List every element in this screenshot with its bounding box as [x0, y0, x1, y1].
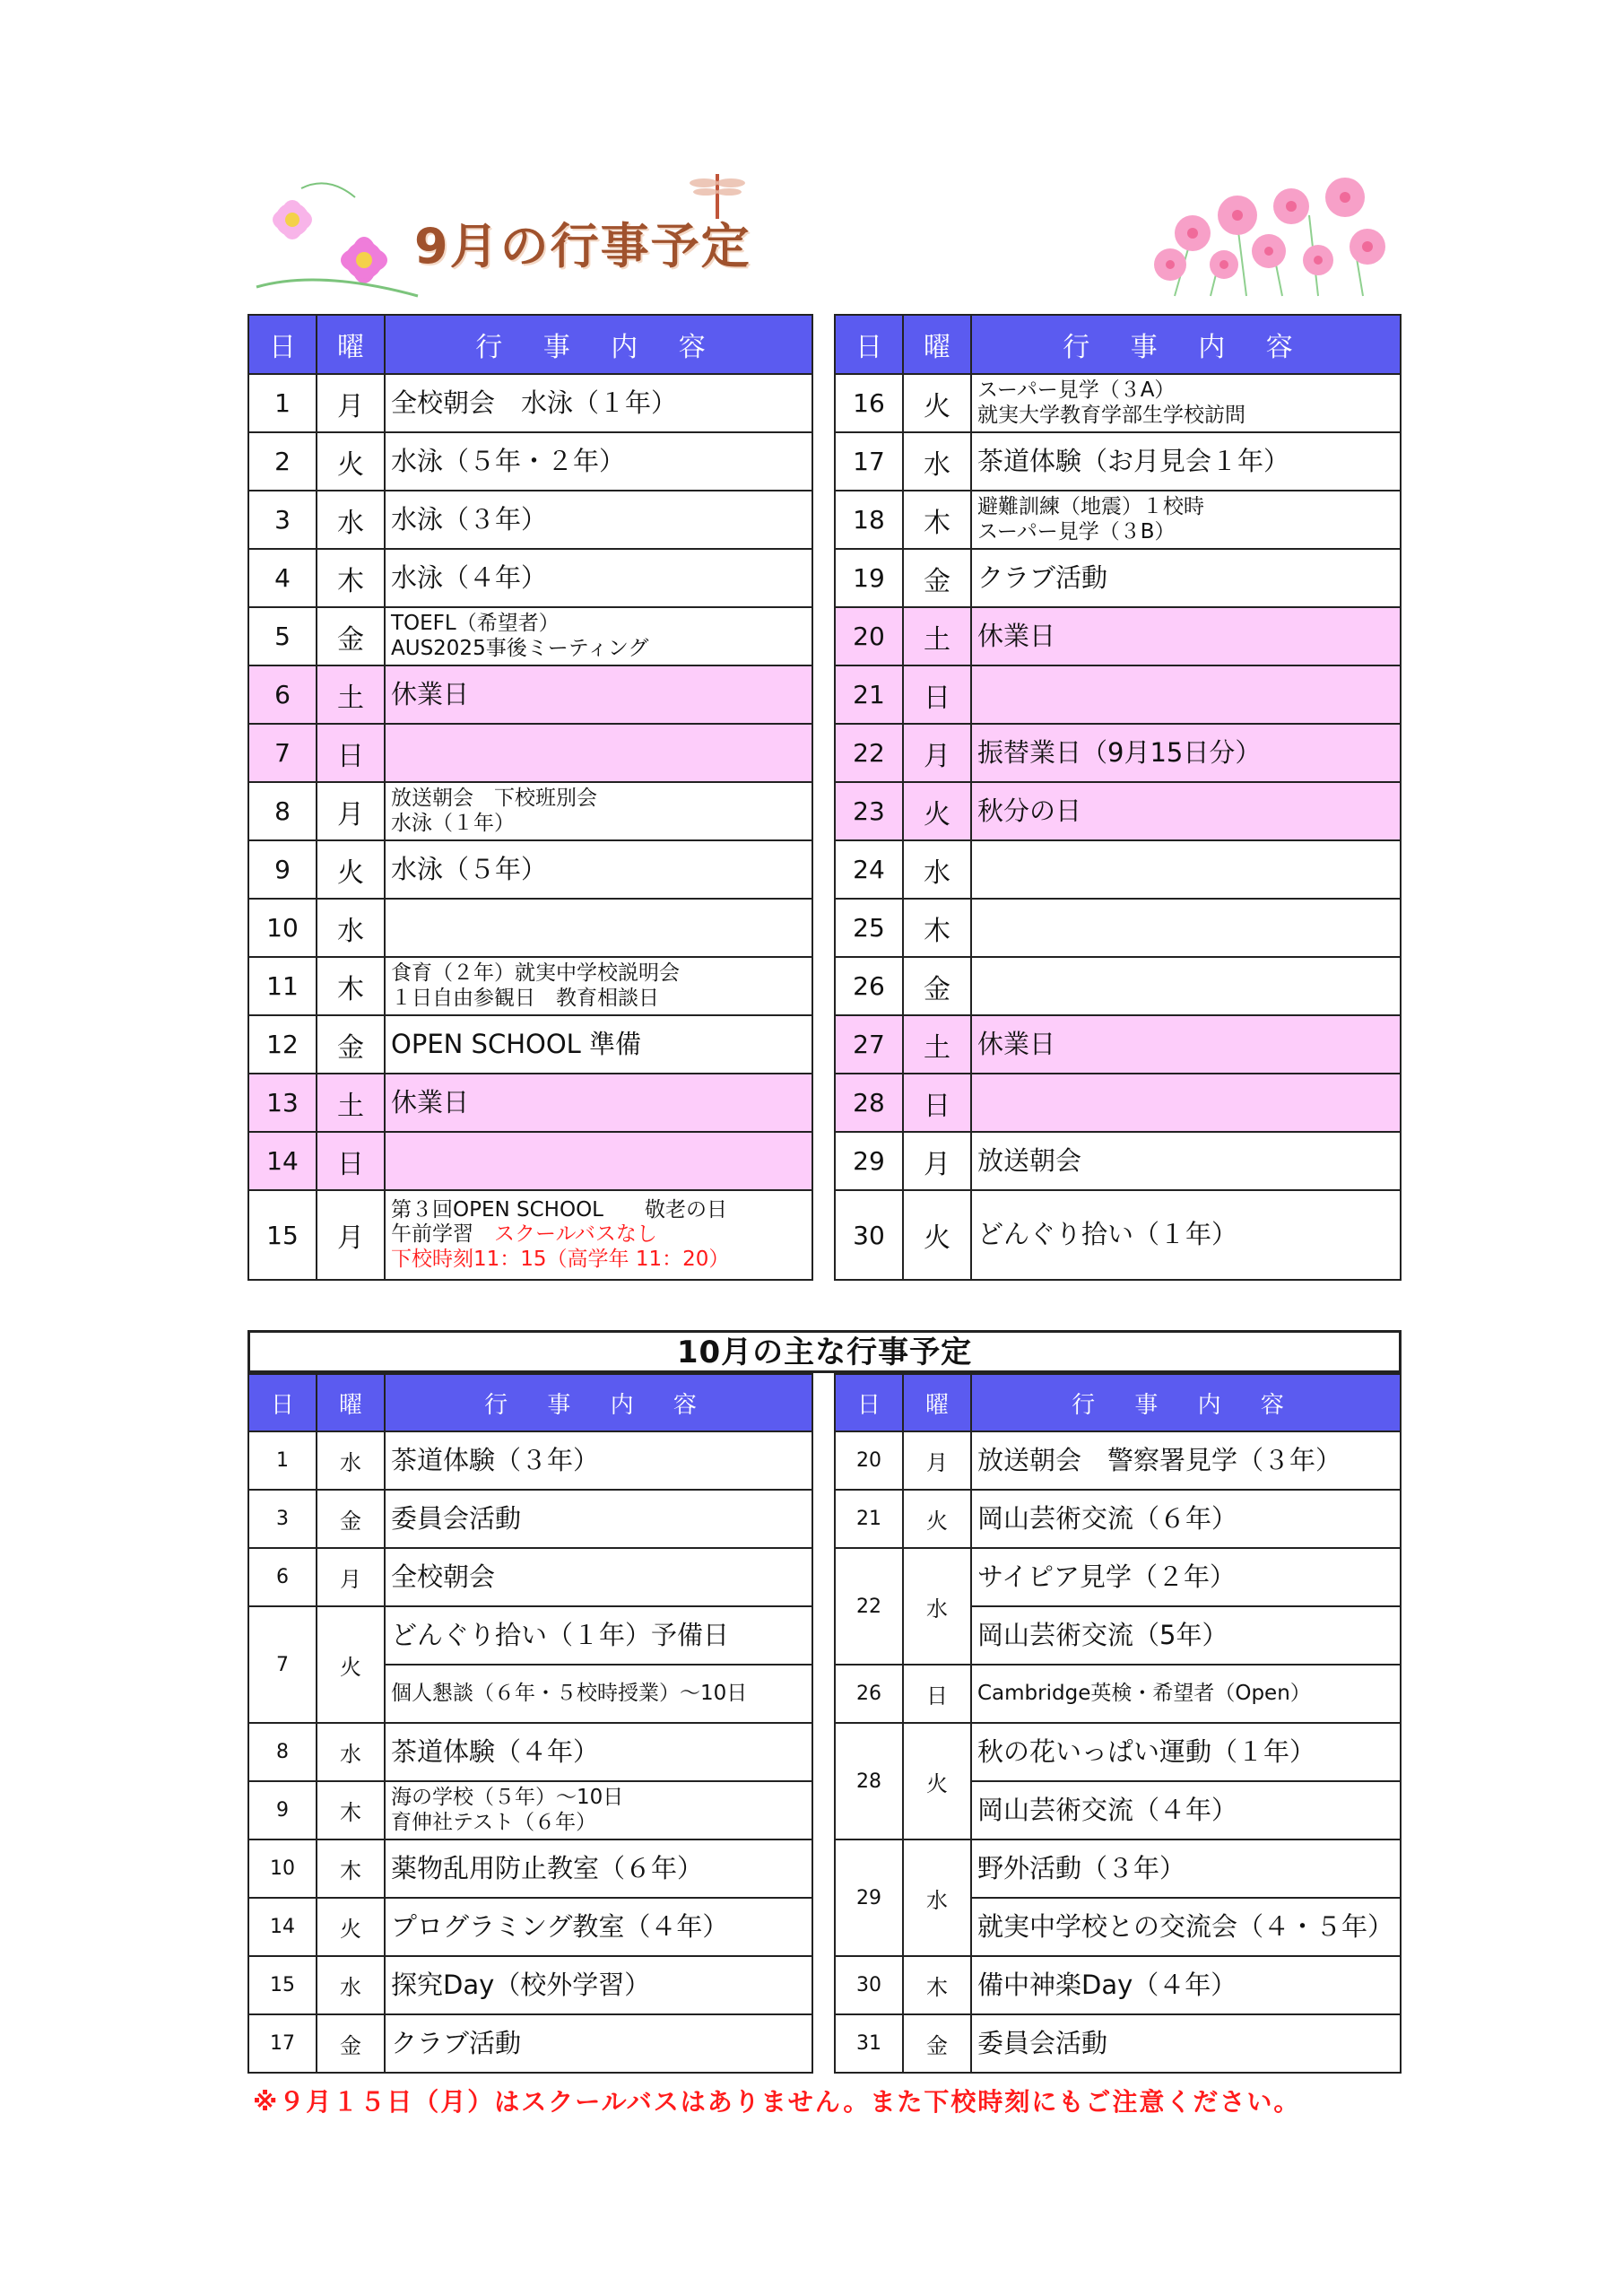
day-cell: 23	[835, 782, 903, 840]
day-cell: 17	[248, 2014, 317, 2073]
weekday-cell: 金	[317, 1490, 385, 1548]
day-cell: 6	[248, 665, 317, 724]
table-row	[248, 1839, 812, 1898]
header-day: 日	[248, 1374, 317, 1431]
weekday-cell: 月	[317, 1548, 385, 1606]
day-cell: 13	[248, 1074, 317, 1132]
event-cell	[971, 432, 1401, 491]
day-cell: 25	[835, 899, 903, 957]
event-line: 茶道体験（お月見会１年）	[977, 445, 1290, 476]
weekday-cell: 月	[317, 782, 385, 840]
day-cell: 3	[248, 491, 317, 549]
event-cell	[385, 549, 812, 607]
weekday-cell: 土	[317, 1074, 385, 1132]
day-cell: 14	[248, 1898, 317, 1956]
weekday-cell: 金	[903, 549, 971, 607]
day-cell: 12	[248, 1015, 317, 1074]
event-line: 放送朝会	[977, 1144, 1082, 1176]
table-header-row	[835, 1374, 1401, 1431]
day-cell: 1	[248, 374, 317, 432]
table-row	[835, 549, 1401, 607]
day-cell: 26	[835, 957, 903, 1015]
day-cell: 22	[835, 1548, 903, 1665]
weekday-cell: 水	[317, 1431, 385, 1490]
event-cell	[971, 724, 1401, 782]
event-cell	[971, 1898, 1401, 1956]
table-row	[248, 1723, 812, 1781]
table-row	[248, 1431, 812, 1490]
header-content: 行 事 内 容	[385, 315, 812, 374]
table-row	[248, 1490, 812, 1548]
weekday-cell: 木	[903, 899, 971, 957]
table-row	[835, 840, 1401, 899]
table-row	[248, 1606, 812, 1665]
table-row	[248, 432, 812, 491]
day-cell: 17	[835, 432, 903, 491]
table-row	[835, 374, 1401, 432]
event-line: AUS2025事後ミーティング	[391, 636, 649, 660]
weekday-cell: 日	[903, 665, 971, 724]
weekday-cell: 月	[317, 374, 385, 432]
event-line: 午前学習 スクールバスなし	[391, 1222, 657, 1247]
day-cell: 26	[835, 1665, 903, 1723]
event-cell	[385, 1490, 812, 1548]
header-weekday: 曜	[317, 1374, 385, 1431]
weekday-cell: 火	[903, 1190, 971, 1280]
event-cell	[385, 665, 812, 724]
day-cell: 7	[248, 724, 317, 782]
weekday-cell: 火	[317, 1606, 385, 1723]
event-cell	[385, 374, 812, 432]
event-line: 水泳（５年）	[391, 853, 548, 884]
day-cell: 21	[835, 1490, 903, 1548]
day-cell: 24	[835, 840, 903, 899]
event-line: １日自由参観日 教育相談日	[391, 986, 659, 1010]
day-cell: 15	[248, 1190, 317, 1280]
day-cell: 11	[248, 957, 317, 1015]
event-line: 備中神楽Day（４年）	[977, 1969, 1237, 2000]
table-row	[248, 1132, 812, 1190]
event-cell	[971, 957, 1401, 1015]
event-line: 育伸社テスト（６年）	[391, 1810, 597, 1834]
event-line: 休業日	[977, 1028, 1056, 1059]
weekday-cell: 木	[317, 957, 385, 1015]
event-line: 薬物乱用防止教室（６年）	[391, 1852, 704, 1883]
table-header-row	[248, 315, 812, 374]
event-line: 茶道体験（４年）	[391, 1735, 600, 1767]
event-line: 休業日	[391, 678, 470, 709]
event-cell	[971, 1665, 1401, 1723]
event-cell	[385, 1431, 812, 1490]
weekday-cell: 日	[317, 1132, 385, 1190]
event-line: 秋分の日	[977, 795, 1082, 826]
event-line: 放送朝会 警察署見学（３年）	[977, 1444, 1342, 1475]
event-cell	[385, 1665, 812, 1723]
table-row	[835, 1431, 1401, 1490]
table-row	[248, 1190, 812, 1280]
table-row	[248, 899, 812, 957]
event-line: スーパー見学（３B）	[977, 519, 1176, 544]
event-cell	[385, 782, 812, 840]
day-cell: 2	[248, 432, 317, 491]
table-row	[248, 1781, 812, 1839]
event-line: 探究Day（校外学習）	[391, 1969, 651, 2000]
weekday-cell: 土	[903, 607, 971, 665]
event-cell	[971, 1132, 1401, 1190]
table-row	[835, 899, 1401, 957]
event-cell	[385, 1015, 812, 1074]
header-weekday: 曜	[903, 315, 971, 374]
table-row	[248, 782, 812, 840]
event-cell	[385, 432, 812, 491]
event-line: 放送朝会 下校班別会	[391, 786, 597, 810]
event-line: 秋の花いっぱい運動（１年）	[977, 1735, 1316, 1767]
day-cell: 4	[248, 549, 317, 607]
day-cell: 27	[835, 1015, 903, 1074]
weekday-cell: 水	[903, 840, 971, 899]
day-cell: 28	[835, 1074, 903, 1132]
table-row	[835, 1956, 1401, 2014]
weekday-cell: 火	[903, 374, 971, 432]
event-cell	[971, 549, 1401, 607]
header-content: 行 事 内 容	[971, 1374, 1401, 1431]
weekday-cell: 木	[903, 491, 971, 549]
header-content: 行 事 内 容	[385, 1374, 812, 1431]
event-cell	[385, 1074, 812, 1132]
weekday-cell: 水	[317, 1723, 385, 1781]
table-row	[835, 1839, 1401, 1898]
event-cell	[971, 2014, 1401, 2073]
table-row	[835, 1132, 1401, 1190]
event-line: サイピア見学（２年）	[977, 1561, 1236, 1592]
table-row	[248, 665, 812, 724]
event-cell	[385, 1606, 812, 1665]
event-line: 岡山芸術交流（６年）	[977, 1502, 1238, 1534]
event-line: 水泳（３年）	[391, 503, 548, 535]
event-cell	[971, 665, 1401, 724]
weekday-cell: 火	[903, 782, 971, 840]
event-line: 全校朝会 水泳（１年）	[391, 387, 678, 418]
table-row	[248, 1956, 812, 2014]
weekday-cell: 火	[903, 1723, 971, 1839]
event-line: 水泳（１年）	[391, 811, 515, 835]
event-cell	[971, 607, 1401, 665]
event-cell	[971, 1548, 1401, 1606]
weekday-cell: 木	[317, 1839, 385, 1898]
header-day: 日	[835, 315, 903, 374]
table-row	[248, 724, 812, 782]
header-day: 日	[248, 315, 317, 374]
cosmos-flowers-right-decoration	[1139, 161, 1399, 305]
day-cell: 28	[835, 1723, 903, 1839]
weekday-cell: 金	[317, 1015, 385, 1074]
header-content: 行 事 内 容	[971, 315, 1401, 374]
event-cell	[971, 1723, 1401, 1781]
table-row	[835, 2014, 1401, 2073]
weekday-cell: 金	[317, 2014, 385, 2073]
day-cell: 7	[248, 1606, 317, 1723]
weekday-cell: 日	[903, 1665, 971, 1723]
september-table-left	[247, 314, 813, 1281]
weekday-cell: 木	[317, 549, 385, 607]
weekday-cell: 金	[317, 607, 385, 665]
event-cell	[385, 1781, 812, 1839]
table-row	[248, 2014, 812, 2073]
table-row	[835, 1723, 1401, 1781]
weekday-cell: 日	[317, 724, 385, 782]
table-row	[248, 840, 812, 899]
event-line: 就実中学校との交流会（４・５年）	[977, 1910, 1394, 1942]
event-line: 就実大学教育学部生学校訪問	[977, 403, 1245, 427]
event-cell	[971, 782, 1401, 840]
event-cell	[385, 2014, 812, 2073]
day-cell: 6	[248, 1548, 317, 1606]
weekday-cell: 水	[903, 432, 971, 491]
event-cell	[971, 1781, 1401, 1839]
table-row	[835, 665, 1401, 724]
weekday-cell: 木	[317, 1781, 385, 1839]
event-cell	[385, 1190, 812, 1280]
event-line: 茶道体験（３年）	[391, 1444, 600, 1475]
school-bus-note: ※９月１５日（月）はスクールバスはありません。また下校時刻にもご注意ください。	[253, 2087, 1301, 2117]
table-row	[248, 549, 812, 607]
day-cell: 20	[835, 607, 903, 665]
table-row	[835, 1190, 1401, 1280]
header-weekday: 曜	[903, 1374, 971, 1431]
day-cell: 8	[248, 1723, 317, 1781]
weekday-cell: 水	[317, 1956, 385, 2014]
event-cell	[971, 1956, 1401, 2014]
table-row	[835, 1074, 1401, 1132]
event-cell	[385, 1723, 812, 1781]
event-line: 野外活動（３年）	[977, 1852, 1186, 1883]
table-row	[835, 607, 1401, 665]
day-cell: 30	[835, 1956, 903, 2014]
table-row	[248, 491, 812, 549]
weekday-cell: 月	[903, 1132, 971, 1190]
table-header-row	[248, 1374, 812, 1431]
weekday-cell: 月	[317, 1190, 385, 1280]
event-cell	[971, 840, 1401, 899]
event-line: 振替業日（9月15日分）	[977, 736, 1262, 768]
event-line: 個人懇談（６年・５校時授業）～10日	[391, 1681, 748, 1705]
event-line: 休業日	[391, 1086, 470, 1118]
event-line: 委員会活動	[391, 1502, 522, 1534]
day-cell: 30	[835, 1190, 903, 1280]
cosmos-flower-left-decoration	[247, 170, 427, 305]
weekday-cell: 金	[903, 2014, 971, 2073]
event-cell	[385, 840, 812, 899]
no-school-bus-text: スクールバスなし	[494, 1222, 657, 1247]
event-cell	[971, 491, 1401, 549]
table-header-row	[835, 315, 1401, 374]
event-line: OPEN SCHOOL 準備	[391, 1028, 642, 1059]
table-row	[835, 1665, 1401, 1723]
table-row	[248, 1548, 812, 1606]
table-row	[835, 432, 1401, 491]
event-line: 岡山芸術交流（5年）	[977, 1619, 1228, 1650]
weekday-cell: 土	[317, 665, 385, 724]
event-line: 水泳（４年）	[391, 561, 548, 593]
event-cell	[971, 1074, 1401, 1132]
event-cell	[971, 1839, 1401, 1898]
weekday-cell: 日	[903, 1074, 971, 1132]
event-line: 全校朝会	[391, 1561, 496, 1592]
event-cell	[385, 899, 812, 957]
event-line: 休業日	[977, 620, 1056, 651]
event-cell	[385, 491, 812, 549]
weekday-cell: 火	[317, 840, 385, 899]
october-table-right	[834, 1373, 1402, 2074]
table-row	[248, 607, 812, 665]
weekday-cell: 月	[903, 724, 971, 782]
weekday-cell: 金	[903, 957, 971, 1015]
event-cell	[385, 1132, 812, 1190]
weekday-cell: 火	[317, 1898, 385, 1956]
event-cell	[385, 1839, 812, 1898]
event-cell	[385, 1548, 812, 1606]
event-line: クラブ活動	[977, 561, 1108, 593]
table-row	[835, 491, 1401, 549]
event-line: 避難訓練（地震）１校時	[977, 494, 1204, 518]
event-cell	[385, 607, 812, 665]
event-line: スーパー見学（３A）	[977, 378, 1176, 402]
header-day: 日	[835, 1374, 903, 1431]
event-line: 第３回OPEN SCHOOL 敬老の日	[391, 1197, 727, 1222]
day-cell: 31	[835, 2014, 903, 2073]
september-table-right	[834, 314, 1402, 1281]
event-line: 水泳（５年・２年）	[391, 445, 626, 476]
event-cell	[385, 1956, 812, 2014]
table-row	[248, 1898, 812, 1956]
table-row	[248, 1015, 812, 1074]
event-cell	[971, 899, 1401, 957]
event-cell	[971, 1190, 1401, 1280]
day-cell: 15	[248, 1956, 317, 2014]
weekday-cell: 水	[317, 491, 385, 549]
event-line: クラブ活動	[391, 2027, 522, 2058]
day-cell: 9	[248, 840, 317, 899]
event-cell	[385, 724, 812, 782]
weekday-cell: 火	[903, 1490, 971, 1548]
event-line: どんぐり拾い（１年）予備日	[391, 1619, 730, 1650]
weekday-cell: 水	[317, 899, 385, 957]
table-row	[835, 1548, 1401, 1606]
table-row	[248, 957, 812, 1015]
event-line: 食育（２年）就実中学校説明会	[391, 961, 680, 985]
day-cell: 29	[835, 1839, 903, 1956]
day-cell: 8	[248, 782, 317, 840]
event-cell	[971, 1015, 1401, 1074]
day-cell: 10	[248, 899, 317, 957]
day-cell: 18	[835, 491, 903, 549]
table-row	[835, 724, 1401, 782]
weekday-cell: 火	[317, 432, 385, 491]
event-cell	[971, 1431, 1401, 1490]
table-row	[835, 1490, 1401, 1548]
event-cell	[971, 1606, 1401, 1665]
event-cell	[385, 957, 812, 1015]
event-line: プログラミング教室（４年）	[391, 1910, 729, 1942]
weekday-cell: 木	[903, 1956, 971, 2014]
weekday-cell: 水	[903, 1839, 971, 1956]
table-row	[835, 1015, 1401, 1074]
day-cell: 22	[835, 724, 903, 782]
event-line: Cambridge英検・希望者（Open）	[977, 1681, 1311, 1705]
header-weekday: 曜	[317, 315, 385, 374]
event-line: 下校時刻11：15（高学年 11：20）	[391, 1247, 730, 1271]
weekday-cell: 水	[903, 1548, 971, 1665]
day-cell: 5	[248, 607, 317, 665]
day-cell: 16	[835, 374, 903, 432]
event-line: 委員会活動	[977, 2027, 1108, 2058]
day-cell: 10	[248, 1839, 317, 1898]
day-cell: 21	[835, 665, 903, 724]
day-cell: 20	[835, 1431, 903, 1490]
event-cell	[971, 1490, 1401, 1548]
october-table-left	[247, 1373, 813, 2074]
event-line: TOEFL（希望者）	[391, 611, 560, 635]
day-cell: 19	[835, 549, 903, 607]
event-line: どんぐり拾い（１年）	[977, 1219, 1238, 1250]
table-row	[835, 957, 1401, 1015]
day-cell: 3	[248, 1490, 317, 1548]
event-cell	[971, 374, 1401, 432]
event-cell	[385, 1898, 812, 1956]
event-line: 海の学校（５年）～10日	[391, 1785, 624, 1809]
day-cell: 29	[835, 1132, 903, 1190]
day-cell: 1	[248, 1431, 317, 1490]
weekday-cell: 月	[903, 1431, 971, 1490]
table-row	[248, 1074, 812, 1132]
september-title: 9月の行事予定	[414, 218, 751, 274]
event-line: 岡山芸術交流（４年）	[977, 1794, 1238, 1825]
table-row	[835, 782, 1401, 840]
day-cell: 9	[248, 1781, 317, 1839]
weekday-cell: 土	[903, 1015, 971, 1074]
day-cell: 14	[248, 1132, 317, 1190]
table-row	[248, 374, 812, 432]
october-title: 10月の主な行事予定	[247, 1330, 1402, 1373]
